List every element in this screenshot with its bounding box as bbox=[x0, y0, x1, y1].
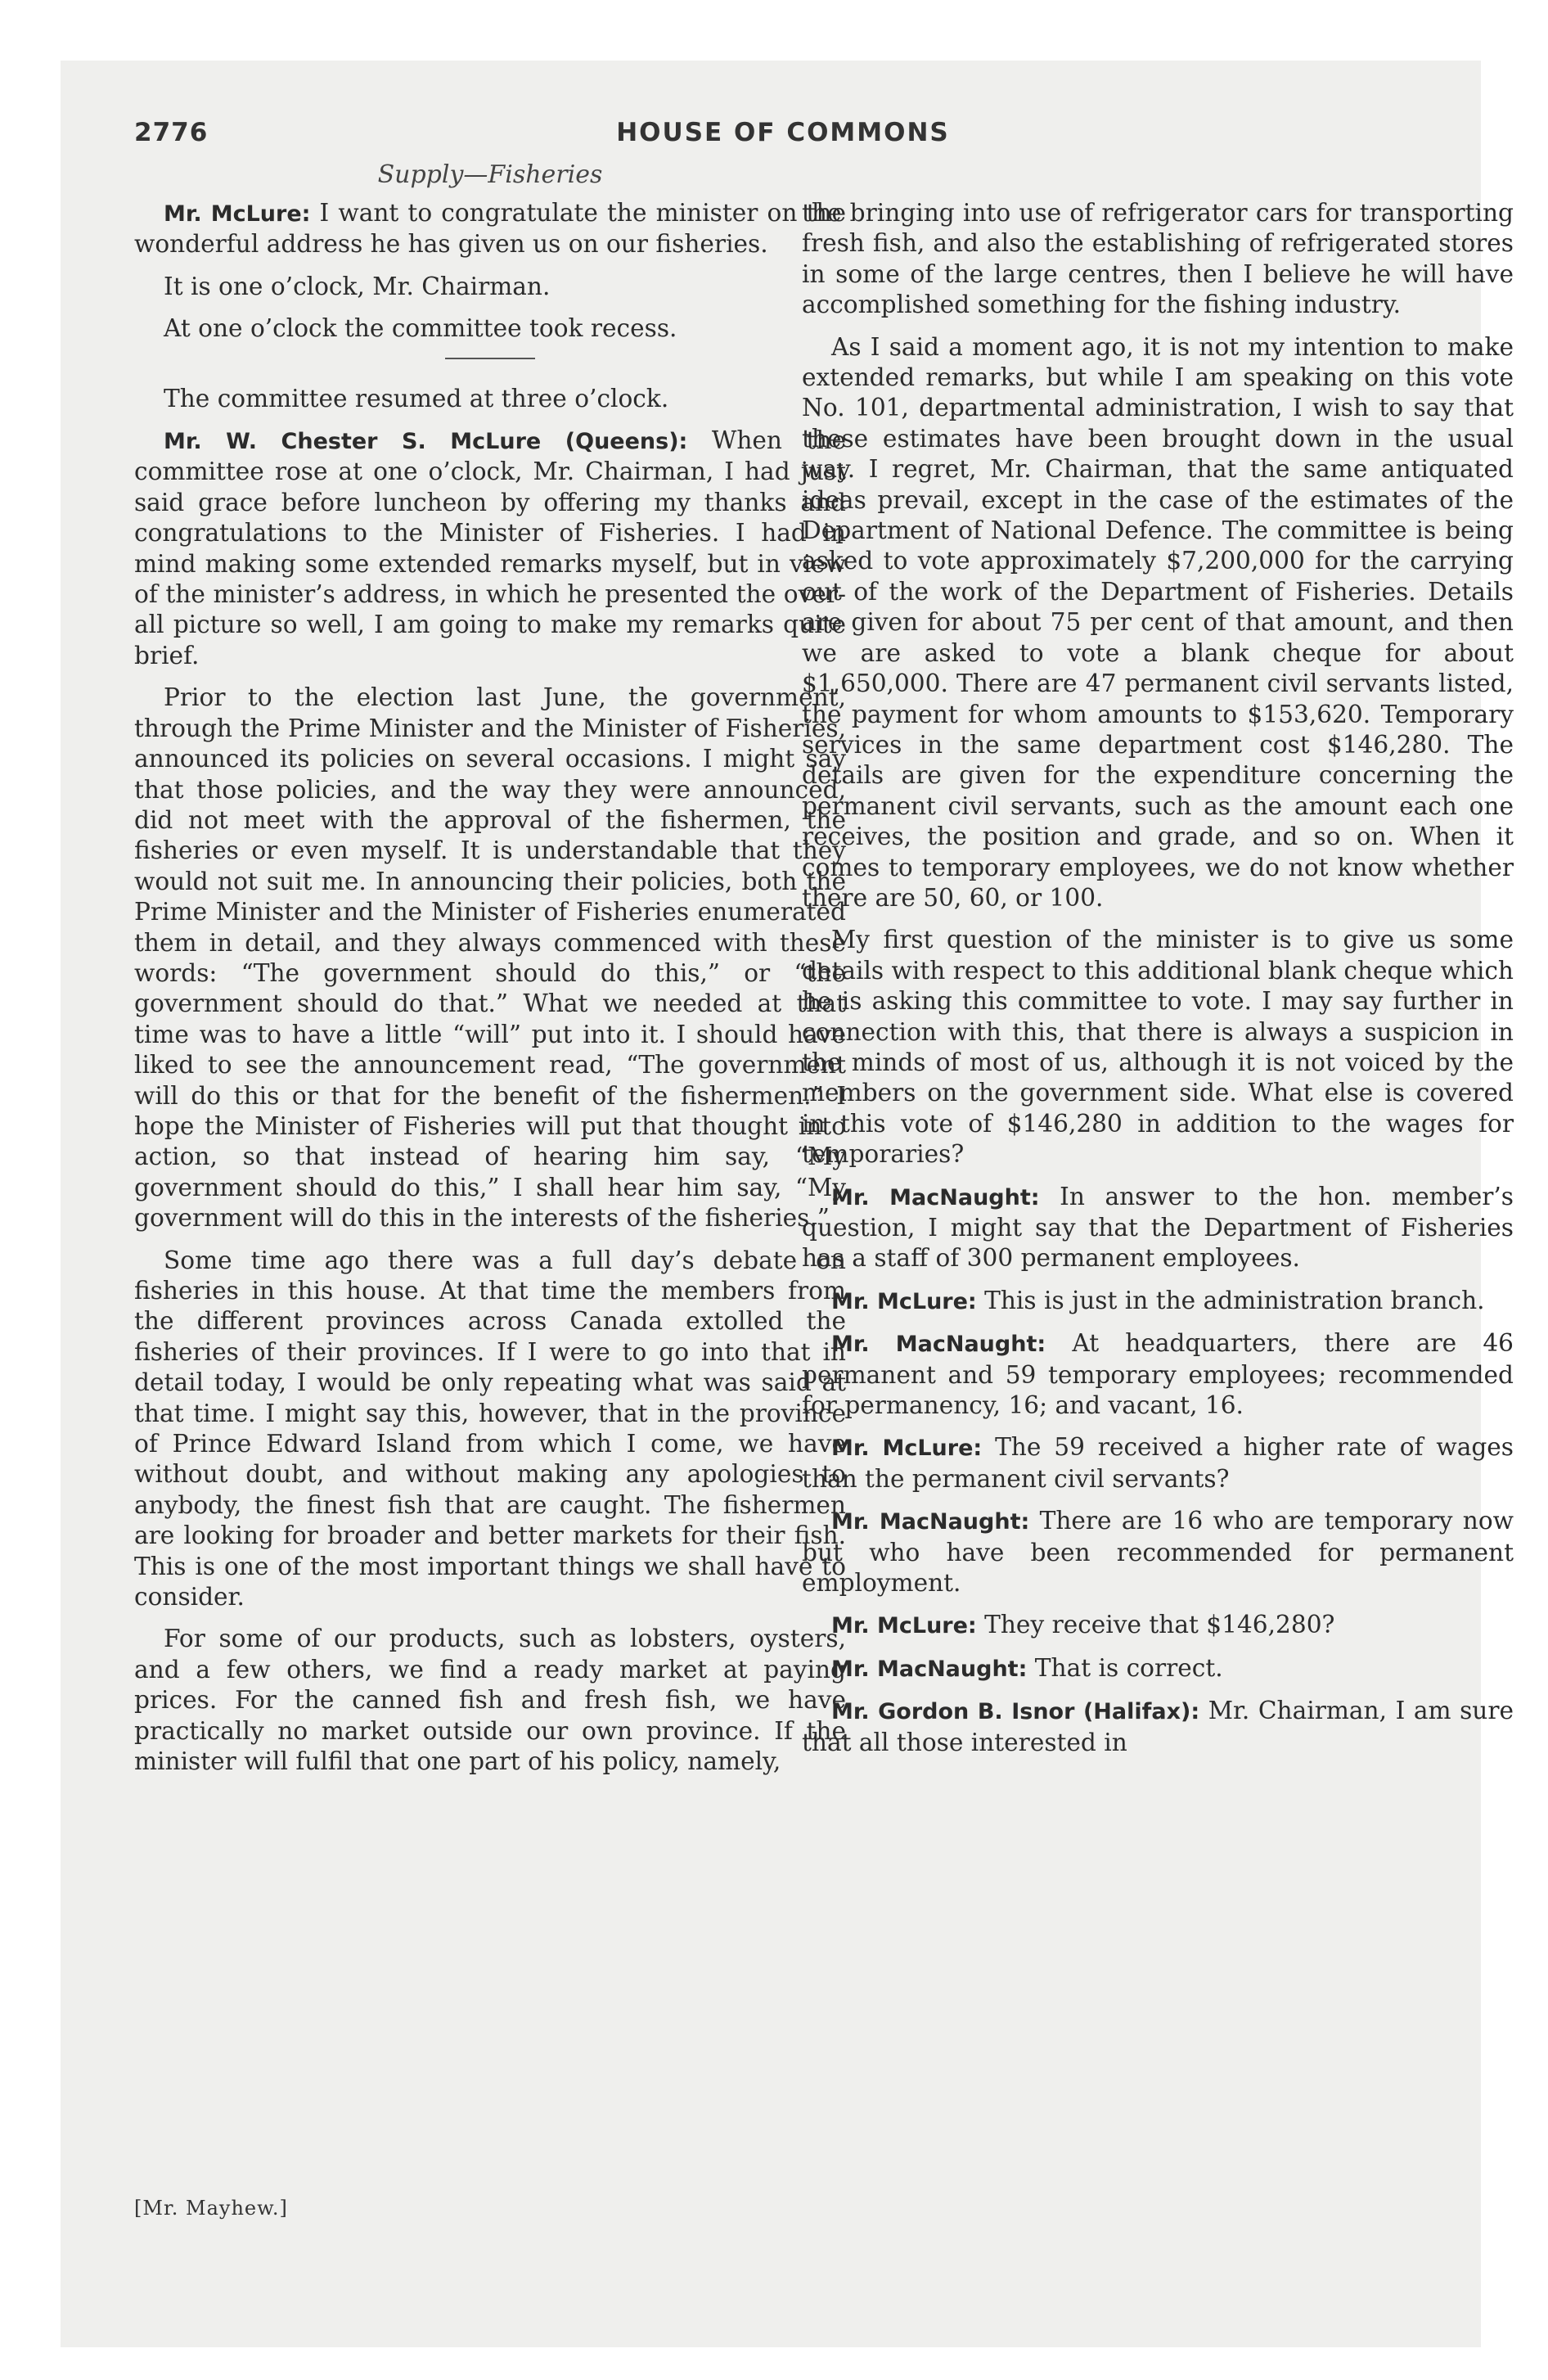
paragraph bbox=[802, 1506, 1514, 1598]
paragraph bbox=[802, 1610, 1514, 1641]
paragraph bbox=[802, 1653, 1514, 1684]
speech-text: The 59 received a higher rate of wages than the permanent civil servants? bbox=[802, 1433, 1514, 1493]
paragraph: My first question of the minister is to give us some details with respect to this additional blank cheque which he is asking this committee to vote. I may say further in connection with this, that there is always a suspicion in the minds of most of us, although it is not voiced by the members on the government side. What else is covered in this vote of $146,280 in addition to the wages for temporaries? bbox=[802, 926, 1514, 1169]
paragraph: Prior to the election last June, the government, through the Prime Minister and the Minister of Fisheries, announced its policies on several occasions. I might say that those policies, and the way they were announced, did not meet with the approval of the fishermen, the fisheries or even myself. It is understandable that they would not suit me. In announcing their policies, both the Prime Minister and the Minister of Fisheries enumerated them in detail, and they always commenced with these words: “The government should do this,” or “the government should do that.” What we needed at that time was to have a little “will” put into it. I should have liked to see the announcement read, “The government will do this or that for the benefit of the fishermen.” I hope the Minister of Fisheries will put that thought into action, so that instead of hearing him say, “My government should do this,” I shall hear him say, “My government will do this in the interests of the fisheries.” bbox=[134, 683, 846, 1233]
speech-text: They receive that $146,280? bbox=[976, 1611, 1335, 1639]
speaker-name: Mr. McLure: bbox=[831, 1436, 983, 1462]
speech-text: I want to congratulate the minister on the wonderful address he has given us on our fisheries. bbox=[134, 199, 846, 259]
paragraph bbox=[802, 1286, 1514, 1317]
speaker-name: Mr. Gordon B. Isnor (Halifax): bbox=[831, 1699, 1200, 1725]
speech-text: That is correct. bbox=[1027, 1653, 1223, 1682]
speech-text: There are 16 who are temporary now but who have been recommended for permanent employment. bbox=[802, 1507, 1514, 1598]
footer-note: [Mr. Mayhew.] bbox=[134, 2197, 288, 2220]
speaker-name: Mr. McLure: bbox=[164, 201, 311, 227]
paragraph bbox=[134, 198, 846, 260]
paragraph: At one o’clock the committee took recess. bbox=[164, 314, 677, 343]
paragraph bbox=[802, 1328, 1514, 1421]
paragraph bbox=[802, 1432, 1514, 1494]
section-divider bbox=[445, 358, 535, 359]
speech-text: When the committee rose at one o’clock, Mr. Chairman, I had just said grace before luncheon by offering my thanks and congratulations to the Minister of Fisheries. I had in mind making some extended remarks myself, but in view of the minister’s address, in which he presented the over-all picture so well, I am going to make my remarks quite brief. bbox=[134, 426, 846, 669]
section-title: Supply—Fisheries bbox=[377, 160, 603, 189]
page-number: 2776 bbox=[134, 118, 209, 147]
speaker-name: Mr. McLure: bbox=[831, 1613, 977, 1639]
page-header bbox=[134, 118, 1432, 160]
speaker-name: Mr. MacNaught: bbox=[831, 1509, 1030, 1535]
speech-text: At headquarters, there are 46 permanent and 59 temporary employees; recommended for permanency, 16; and vacant, 16. bbox=[802, 1329, 1514, 1420]
left-column bbox=[134, 198, 846, 1789]
paragraph bbox=[802, 1182, 1514, 1274]
paragraph: As I said a moment ago, it is not my intention to make extended remarks, but while I am speaking on this vote No. 101, departmental administration, I wish to say that these estimates have been brought down in the usual way. I regret, Mr. Chairman, that the same antiquated ideas prevail, except in the case of the estimates of the Department of National Defence. The committee is being asked to vote approximately $7,200,000 for the carrying out of the work of the Department of Fisheries. Details are given for about 75 per cent of that amount, and then we are asked to vote a blank cheque for about $1,650,000. There are 47 permanent civil servants listed, the payment for whom amounts to $153,620. Temporary services in the same department cost $146,280. The details are given for the expenditure concerning the permanent civil servants, such as the amount each one receives, the position and grade, and so on. When it comes to temporary employees, we do not know whether there are 50, 60, or 100. bbox=[802, 332, 1514, 912]
speech-text: Mr. Chairman, I am sure that all those interested in bbox=[802, 1697, 1514, 1756]
speaker-name: Mr. MacNaught: bbox=[831, 1656, 1028, 1682]
paragraph: The committee resumed at three o’clock. bbox=[164, 384, 669, 412]
right-column bbox=[802, 198, 1514, 1769]
speech-text: This is just in the administration branch. bbox=[976, 1286, 1485, 1314]
speaker-name: Mr. McLure: bbox=[831, 1288, 977, 1314]
speech-text: In answer to the hon. member’s question, I might say that the Department of Fisheries has a staff of 300 permanent employees. bbox=[802, 1182, 1514, 1273]
speaker-name: Mr. MacNaught: bbox=[831, 1184, 1040, 1210]
speaker-name: Mr. MacNaught: bbox=[831, 1332, 1046, 1358]
scanned-page bbox=[61, 61, 1514, 2347]
paragraph bbox=[134, 426, 846, 671]
paragraph: Some time ago there was a full day’s debate on fisheries in this house. At that time the members from the different provinces across Canada extolled the fisheries of their provinces. If I were to go into that in detail today, I would be only repeating what was said at that time. I might say this, however, that in the province of Prince Edward Island from which I come, we have without doubt, and without making any apologies to anybody, the finest fish that are caught. The fishermen are looking for broader and better markets for their fish. This is one of the most important things we shall have to consider. bbox=[134, 1246, 846, 1611]
speaker-name: Mr. W. Chester S. McLure (Queens): bbox=[164, 429, 688, 455]
paragraph: For some of our products, such as lobsters, oysters, and a few others, we find a ready market at paying prices. For the canned fish and fresh fish, we have practically no market outside our own province. If the minister will fulfil that one part of his policy, namely, bbox=[134, 1625, 846, 1776]
page-heading: HOUSE OF COMMONS bbox=[616, 118, 950, 147]
paragraph: the bringing into use of refrigerator cars for transporting fresh fish, and also the establishing of refrigerated stores in some of the large centres, then I believe he will have accomplished something for the fishing industry. bbox=[802, 199, 1514, 319]
paragraph bbox=[802, 1696, 1514, 1758]
paragraph: It is one o’clock, Mr. Chairman. bbox=[164, 272, 551, 300]
